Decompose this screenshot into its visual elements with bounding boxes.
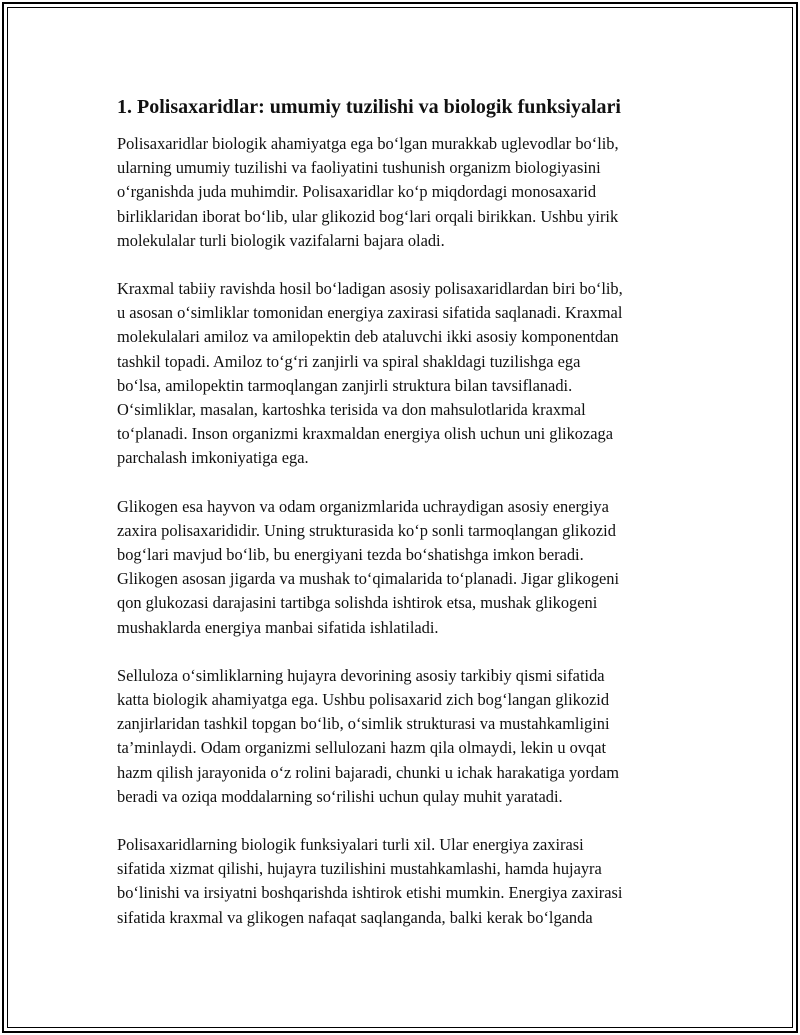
text-line: tashkil topadi. Amiloz to‘g‘ri zanjirli va spiral shakldagi tuzilishga ega bbox=[117, 351, 581, 371]
text-line: Glikogen esa hayvon va odam organizmlarida uchraydigan asosiy energiya bbox=[117, 496, 609, 516]
paragraph-4 bbox=[117, 664, 697, 809]
paragraph-2 bbox=[117, 277, 697, 471]
paragraph-3 bbox=[117, 495, 697, 640]
text-line: Selluloza o‘simliklarning hujayra devorining asosiy tarkibiy qismi sifatida bbox=[117, 665, 605, 685]
paragraph-1 bbox=[117, 132, 697, 253]
document-body bbox=[117, 94, 697, 954]
text-line: O‘simliklar, masalan, kartoshka terisida va don mahsulotlarida kraxmal bbox=[117, 400, 586, 420]
text-line: u asosan o‘simliklar tomonidan energiya zaxirasi sifatida saqlanadi. Kraxmal bbox=[117, 303, 623, 323]
section-heading: 1. Polisaxaridlar: umumiy tuzilishi va biologik funksiyalari bbox=[117, 96, 621, 118]
text-line: bog‘lari mavjud bo‘lib, bu energiyani tezda bo‘shatishga imkon beradi. bbox=[117, 545, 584, 565]
text-line: katta biologik ahamiyatga ega. Ushbu polisaxarid zich bog‘langan glikozid bbox=[117, 690, 610, 710]
text-line: ularning umumiy tuzilishi va faoliyatini tushunish organizm biologiyasini bbox=[117, 158, 601, 178]
text-line: sifatida xizmat qilishi, hujayra tuzilishini mustahkamlashi, hamda hujayra bbox=[117, 859, 602, 879]
text-line: Polisaxaridlarning biologik funksiyalari turli xil. Ular energiya zaxirasi bbox=[117, 835, 584, 855]
text-line: bo‘linishi va irsiyatni boshqarishda ishtirok etishi mumkin. Energiya zaxirasi bbox=[117, 883, 623, 903]
text-line: molekulalar turli biologik vazifalarni bajara oladi. bbox=[117, 230, 445, 250]
text-line: o‘rganishda juda muhimdir. Polisaxaridlar ko‘p miqdordagi monosaxarid bbox=[117, 182, 597, 202]
text-line: hazm qilish jarayonida o‘z rolini bajaradi, chunki u ichak harakatiga yordam bbox=[117, 762, 620, 782]
text-line: zaxira polisaxarididir. Uning strukturasida ko‘p sonli tarmoqlangan glikozid bbox=[117, 520, 616, 540]
text-line: mushaklarda energiya manbai sifatida ishlatiladi. bbox=[117, 617, 439, 637]
text-line: ta’minlaydi. Odam organizmi sellulozani hazm qila olmaydi, lekin u ovqat bbox=[117, 738, 607, 758]
text-line: molekulalari amiloz va amilopektin deb ataluvchi ikki asosiy komponentdan bbox=[117, 327, 619, 347]
text-line: zanjirlaridan tashkil topgan bo‘lib, o‘simlik strukturasi va mustahkamligini bbox=[117, 714, 610, 734]
text-line: parchalash imkoniyatiga ega. bbox=[117, 448, 309, 468]
text-line: qon glukozasi darajasini tartibga solishda ishtirok etsa, mushak glikogeni bbox=[117, 593, 598, 613]
text-line: sifatida kraxmal va glikogen nafaqat saqlanganda, balki kerak bo‘lganda bbox=[117, 907, 593, 927]
text-line: birliklaridan iborat bo‘lib, ular glikozid bog‘lari orqali birikkan. Ushbu yirik bbox=[117, 206, 619, 226]
text-line: to‘planadi. Inson organizmi kraxmaldan energiya olish uchun uni glikozaga bbox=[117, 424, 613, 444]
text-line: beradi va oziqa moddalarning so‘rilishi uchun qulay muhit yaratadi. bbox=[117, 786, 563, 806]
text-line: Polisaxaridlar biologik ahamiyatga ega bo‘lgan murakkab uglevodlar bo‘lib, bbox=[117, 134, 619, 153]
text-line: bo‘lsa, amilopektin tarmoqlangan zanjirli struktura bilan tavsiflanadi. bbox=[117, 375, 573, 395]
text-line: Kraxmal tabiiy ravishda hosil bo‘ladigan asosiy polisaxaridlardan biri bo‘lib, bbox=[117, 279, 623, 299]
paragraph-5 bbox=[117, 833, 697, 930]
text-line: Glikogen asosan jigarda va mushak to‘qimalarida to‘planadi. Jigar glikogeni bbox=[117, 569, 620, 589]
